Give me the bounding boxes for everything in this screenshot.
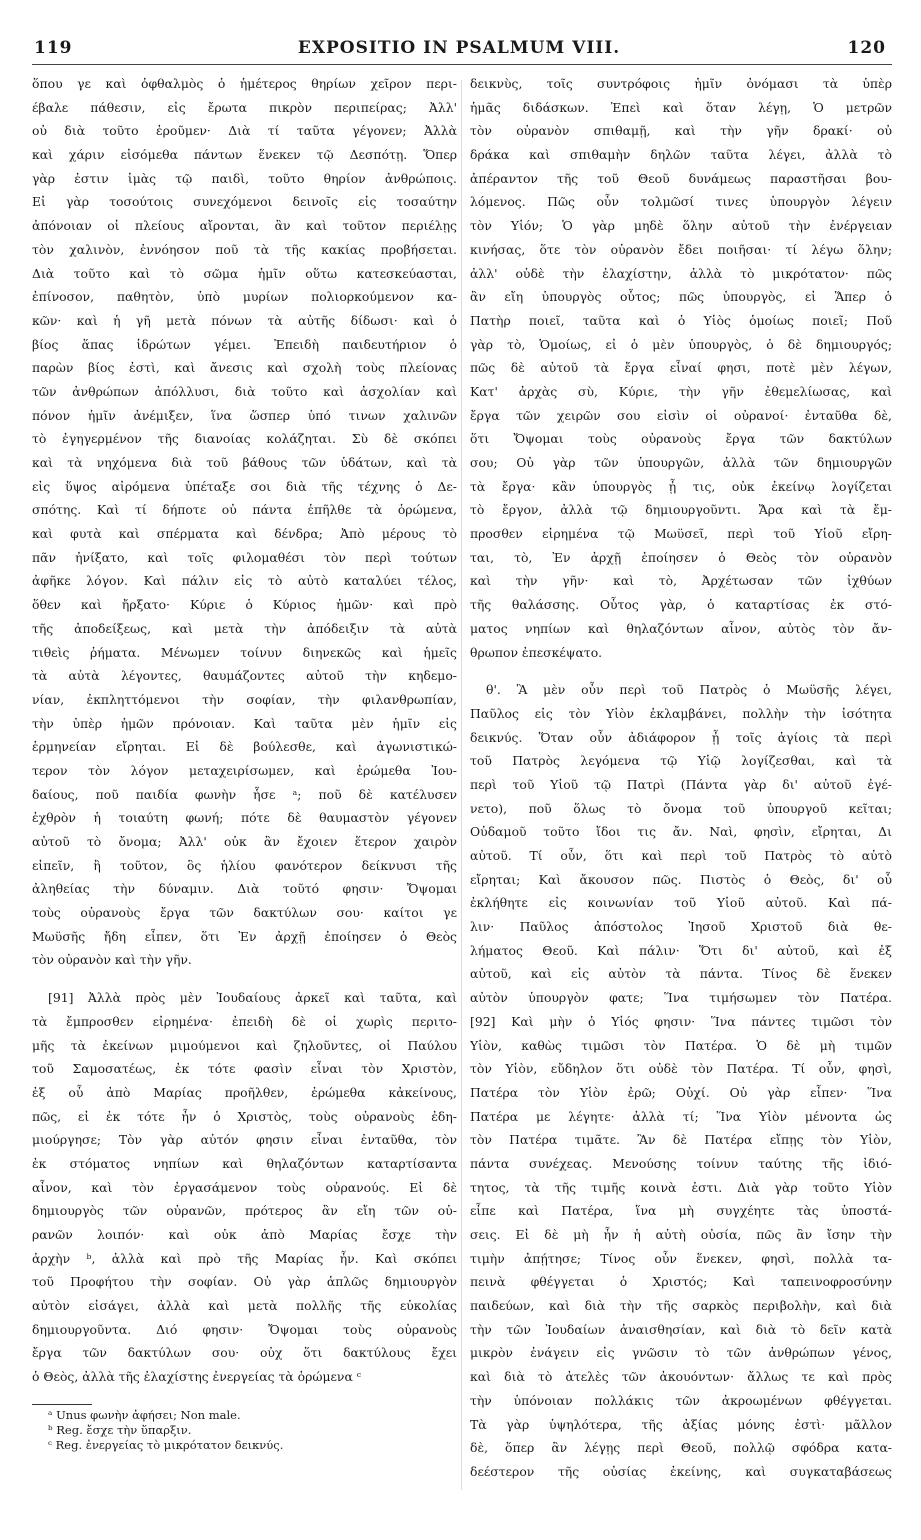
right-page-number: 120 <box>847 38 886 58</box>
text-line-right: θ'. Ἃ μὲν οὖν περὶ τοῦ Πατρὸς ὁ Μωϋσῆς λέγει, <box>486 682 892 698</box>
text-line-right: ἀλλ' οὐδὲ τὴν ἐλαχίστην, ἀλλὰ τὸ μικρότατον· πῶς <box>470 265 892 281</box>
text-line-right: Πατέρα τὸν Υἱὸν ἐρῶ; Οὐχί. Οὐ γὰρ εἶπεν· Ἵνα <box>470 1084 892 1100</box>
text-line-left: καὶ φυτὰ καὶ σπέρματα καὶ δένδρα; Ἀπὸ μέρους τὸ <box>32 526 457 542</box>
text-line-right: λόμενος. Πῶς οὖν τολμῶσί τινες ὑπουργὸν λέγειν <box>470 194 892 210</box>
text-line-left: ἑρμηνείαν εἴρηται. Εἰ δὲ βούλεσθε, καὶ ἀγωνιστικώ- <box>32 739 457 755</box>
text-line-left: βίος ἅπας ἱδρώτων γέμει. Ἐπειδὴ παιδευτήριον ὁ <box>32 336 457 352</box>
text-line-left: μιούργησε; Τὸν γὰρ αὐτόν φησιν εἶναι ἐνταῦθα, τὸν <box>32 1132 457 1148</box>
text-line-right: πεινὰ φθέγγεται ὁ Χριστός; Καὶ ταπεινοφροσύνην <box>470 1274 892 1290</box>
text-line-left: παρὼν βίος ἐστὶ, καὶ ἄνεσις καὶ σχολὴ τοὺς πλείονας <box>32 360 457 376</box>
text-line-left: καὶ τὰ νηχόμενα διὰ τοῦ βάθους τῶν ὑδάτων, καὶ τὰ <box>32 455 457 470</box>
text-line-left: τὸ ἐγηγερμένον τῆς διανοίας κολάζηται. Σὺ δὲ σκόπει <box>32 431 457 447</box>
text-line-right: νετο), ποῦ ὅλως τὸ ὄνομα τοῦ ὑπουργοῦ κεῖται; <box>470 800 892 816</box>
text-line-left: τῶν ἀνθρώπων ἀπόλλυσι, διὰ τοῦτο καὶ ἀσχολίαν καὶ <box>32 383 457 399</box>
text-line-left: Μωϋσῆς ἤδη εἶπεν, ὅτι Ἐν ἀρχῇ ἐποίησεν ὁ Θεὸς <box>32 928 457 944</box>
text-line-right: καὶ διὰ τὸ ἀτελὲς τῶν ἀκουόντων· ἄλλως τε καὶ πρὸς <box>470 1369 892 1385</box>
text-line-right: σεις. Εἰ δὲ μὴ ἦν ἡ αὐτὴ οὐσία, πῶς ἂν ἴσην τὴν <box>470 1227 892 1242</box>
footnote: ᵇ Reg. ἔσχε τὴν ὕπαρξιν. <box>48 1423 192 1437</box>
text-line-left: δημιουργὸς τῶν οὐρανῶν, πρότερος ἂν εἴη τῶν οὐ- <box>32 1203 457 1219</box>
text-line-left: τοῦ Προφήτου τὴν σοφίαν. Οὐ γὰρ ἁπλῶς δημιουργὸν <box>32 1274 457 1290</box>
text-line-right: καὶ τὴν γῆν· καὶ τὸ, Ἀρχέτωσαν τῶν ἰχθύων <box>470 573 892 589</box>
text-line-right: ὅτι Ὄψομαι τοὺς οὐρανοὺς ἔργα τῶν δακτύλων <box>470 431 892 447</box>
text-line-right: εἴρηται; Καὶ ἄκουσον πῶς. Πιστὸς ὁ Θεὸς, δι' οὗ <box>470 871 892 887</box>
text-line-right: τιμὴν ἀπῄτησε; Τίνος οὖν ἕνεκεν, φησὶ, πολλὰ τα- <box>470 1250 892 1266</box>
text-line-left: τιθεὶς ῥήματα. Μένωμεν τοίνυν διηνεκῶς καὶ ἡμεῖς <box>32 644 457 660</box>
text-line-left: καὶ χάριν εἰσόμεθα πάντων ἕνεκεν τῷ Δεσπότῃ. Ὅπερ <box>32 147 457 163</box>
text-line-left: ἀρχὴν ᵇ, ἀλλὰ καὶ πρὸ τῆς Μαρίας ἦν. Καὶ σκόπει <box>32 1250 457 1266</box>
text-line-right: κινήσας, ὅτε τὸν οὐρανὸν ἔδει ποιῆσαι· τί λέγω ὅλην; <box>470 241 892 257</box>
text-line-right: τὴν ὑπόνοιαν πολλάκις τῶν ἀκροωμένων φθέγγεται. <box>470 1392 892 1408</box>
text-line-right: Υἱὸν, καθὼς τιμῶσι τὸν Πατέρα. Ὁ δὲ μὴ τιμῶν <box>470 1037 892 1053</box>
text-line-left: πᾶν ἠνίξατο, καὶ τοῖς φιλομαθέσι τὸν περὶ τούτων <box>32 549 457 565</box>
text-line-left: ὅθεν καὶ ἤρξατο· Κύριε ὁ Κύριος ἡμῶν· καὶ πρὸ <box>32 597 457 613</box>
text-line-right: θρωπον ἐπεσκέψατο. <box>470 644 603 660</box>
text-line-right: δεέστερον τῆς οὐσίας ἐκείνης, καὶ συγκαταβάσεως <box>470 1463 892 1479</box>
text-line-right: Παῦλος εἰς τὸν Υἱὸν ἐκλαμβάνει, πολλὴν τὴν ἰσότητα <box>470 705 892 721</box>
text-line-right: αὐτὸν ὑπουργὸν φατε; Ἵνα τιμήσωμεν τὸν Πατέρα. <box>470 990 892 1006</box>
text-line-left: πόνον ἡμῖν ἀνέμιξεν, ἵνα ὥσπερ ὑπό τινων χαλινῶν <box>32 407 457 423</box>
text-line-left: ἐχθρὸν ἡ τοιαύτη φωνή; πότε δὲ θαυμαστὸν γέγονεν <box>32 810 457 826</box>
text-line-left: ἀληθείας τὴν δύναμιν. Διὰ τοῦτό φησιν· Ὄψομαι <box>32 881 457 897</box>
text-line-left: μῆς τὰ ἐκείνων μιμούμενοι καὶ ζηλοῦντες, οἱ Παύλου <box>32 1037 457 1053</box>
text-line-right: ἡμᾶς διδάσκων. Ἐπεὶ καὶ ὅταν λέγῃ, Ὁ μετρῶν <box>470 99 892 115</box>
text-line-left: πῶς, εἰ ἐκ τότε ἦν ὁ Χριστὸς, τοὺς οὐρανοὺς ἐδη- <box>32 1108 457 1124</box>
text-line-left: τῆς ἀποδείξεως, καὶ μετὰ τὴν ἀπόδειξιν τὰ αὐτὰ <box>32 620 457 636</box>
text-line-left: έβαλε πάθεσιν, εἰς ἔρωτα πικρὸν περιπείρας; Ἀλλ' <box>32 99 457 115</box>
footnote-rule <box>32 1404 92 1405</box>
text-line-left: σπότης. Καὶ τί δήποτε οὐ πάντα ἐπῆλθε τὰ ὁρώμενα, <box>32 502 457 518</box>
text-line-left: γὰρ ἐστιν ἱμὰς τῷ παιδὶ, τοῦτο θηρίον ἀνθρώποις. <box>32 170 457 186</box>
text-line-left: εἰπεῖν, ἢ τοῦτον, ὃς ἡλίου φανότερον δείκνυσι τῆς <box>32 857 457 873</box>
text-line-right: παιδεύων, καὶ διὰ τὴν τῆς σαρκὸς περιβολὴν, καὶ διὰ <box>470 1298 892 1314</box>
text-line-right: ἂν εἴη ὑπουργὸς οὗτος; πῶς ὑπουργὸς, εἰ Ἅπερ ὁ <box>470 289 892 305</box>
left-page-number: 119 <box>34 38 73 58</box>
right-column <box>470 72 892 1484</box>
text-line-right: δράκα καὶ σπιθαμὴν δηλῶν ταῦτα λέγει, ἀλλὰ τὸ <box>470 147 892 163</box>
text-line-right: σου; Οὐ γὰρ τῶν ὑπουργῶν, ἀλλὰ τῶν δημιουργῶν <box>470 455 892 470</box>
text-line-right: τὸν Πατέρα τιμᾶτε. Ἂν δὲ Πατέρα εἴπῃς τὸν Υἱὸν, <box>470 1132 892 1148</box>
text-line-left: τοὺς οὐρανοὺς ἔργα τῶν δακτύλων σου· καίτοι γε <box>32 905 457 921</box>
text-line-left: ἐκ στόματος νηπίων καὶ θηλαζόντων καταρτίσαντα <box>32 1155 457 1171</box>
text-line-right: Πατέρα με λέγητε· ἀλλὰ τί; Ἵνα Υἱὸν μένοντα ὡς <box>470 1108 892 1124</box>
text-line-left: κῶν· καὶ ἡ γῆ μετὰ πόνων τὰ αὐτῆς δίδωσι· καὶ ὁ <box>32 312 457 328</box>
text-line-left: αὐτοῦ τὸ ὄνομα; Ἀλλ' οὐκ ἂν ἔχοιεν ἕτερον χαιρὸν <box>32 834 457 849</box>
text-line-right: Κατ' ἀρχὰς σὺ, Κύριε, τὴν γῆν ἐθεμελίωσας, καὶ <box>470 383 892 399</box>
text-line-right: Τὰ γὰρ ὑψηλότερα, τῆς ἀξίας μόνης ἐστὶ· μᾶλλον <box>470 1416 892 1432</box>
text-line-left: τερον τὸν λόγον μεταχειρίσωμεν, καὶ ἐρώμεθα Ἰου- <box>32 762 457 778</box>
text-line-right: τῆς θαλάσσης. Οὗτος γὰρ, ὁ καταρτίσας ἐκ στό- <box>470 597 892 613</box>
text-line-left: ὁ Θεὸς, ἀλλὰ τῆς ἐλαχίστης ἐνεργείας τὰ ὁρώμενα ᶜ <box>32 1369 362 1385</box>
text-line-right: τητος, τὰ τῆς τιμῆς κοινὰ ἐστι. Διὰ γὰρ τοῦτο Υἱὸν <box>470 1179 892 1195</box>
text-line-right: δεικνύς. Ὅταν οὖν ἀδιάφορον ᾖ τοῖς ἁγίοις τὰ περὶ <box>470 729 892 745</box>
text-line-right: [92] Καὶ μὴν ὁ Υἱός φησιν· Ἵνα πάντες τιμῶσι τὸν <box>470 1013 892 1029</box>
text-line-left: ἐξ οὗ ἀπὸ Μαρίας προῆλθεν, ἐρώμεθα κἀκείνους, <box>32 1084 457 1100</box>
text-line-left: εἰς ὕψος αἰρόμενα ὑπέταξε σοι διὰ τῆς τέχνης ὁ Δε- <box>32 478 457 494</box>
footnotes <box>48 1408 448 1453</box>
text-line-left: τὴν ὑπὲρ ἡμῶν πρόνοιαν. Καὶ ταῦτα μὲν ἡμῖν εἰς <box>32 715 457 731</box>
running-header <box>26 38 892 60</box>
text-line-right: λήματος Θεοῦ. Καὶ πάλιν· Ὅτι δι' αὐτοῦ, καὶ ἐξ <box>470 942 892 958</box>
text-line-left: αὐτὸν εἰσάγει, ἀλλὰ καὶ μετὰ πολλῆς τῆς εὐκολίας <box>32 1298 457 1314</box>
text-line-right: τὴν τῶν Ἰουδαίων ἀναισθησίαν, καὶ διὰ τὸ δεῖν κατὰ <box>470 1321 892 1337</box>
text-line-right: πάντα συνέχεας. Μενούσης τοίνυν ταύτης τῆς ἰδιό- <box>470 1155 892 1171</box>
text-line-right: Οὐδαμοῦ τοῦτο ἴδοι τις ἄν. Ναὶ, φησὶν, εἴρηται, Δι <box>470 824 892 840</box>
text-line-left: οὐ διὰ τοῦτο ἐροῦμεν· Διὰ τί ταῦτα γέγονεν; Ἀλλὰ <box>32 123 457 139</box>
footnote: ᶜ Reg. ἐνεργείας τὸ μικρότατον δεικνύς. <box>48 1438 284 1452</box>
text-line-left: ἀφῆκε λόγον. Καὶ πάλιν εἰς τὸ αὐτὸ καταλύει τέλος, <box>32 573 457 589</box>
text-line-right: δὲ, ὅπερ ἂν λέγῃς περὶ Θεοῦ, πολλῷ σφόδρα κατα- <box>470 1440 892 1456</box>
text-line-left: ρανῶν λοιπόν· καὶ οὐκ ἀπὸ Μαρίας ἔσχε τὴν <box>32 1227 457 1242</box>
column-divider <box>461 80 462 1490</box>
text-line-right: τὸν οὐρανὸν σπιθαμῇ, καὶ τὴν γῆν δρακί· οὐ <box>470 123 892 139</box>
text-line-left: δημιουργοῦντα. Διό φησιν· Ὄψομαι τοὺς οὐρανοὺς <box>32 1321 457 1337</box>
text-line-right: τὰ ἔργα· κἂν ὑπουργὸς ᾖ τις, οὐκ ἐκείνῳ λογίζεται <box>470 478 892 494</box>
text-line-right: τὸν Υἱόν; Ὁ γὰρ μηδὲ ὅλην αὐτοῦ τὴν ἐνέργειαν <box>470 218 892 234</box>
text-line-right: δεικνὺς, τοῖς συντρόφοις ἡμῖν ὀνόμασι τὰ ὑπὲρ <box>470 76 892 91</box>
text-line-left: αἶνον, καὶ τὸν ἐργασάμενον τοὺς οὐρανούς. Εἰ δὲ <box>32 1179 457 1195</box>
text-line-left: νίαν, ἐκπληττόμενοι τὴν σοφίαν, τὴν φιλανθρωπίαν, <box>32 691 457 707</box>
text-line-left: ἀπόνοιαν οἱ πλείους αἴρονται, ἂν καὶ τοῦτον περιέλῃς <box>32 218 457 234</box>
text-line-right: ματος νηπίων καὶ θηλαζόντων αἶνον, αὐτὸς τὸν ἄν- <box>470 620 892 636</box>
text-line-right: περὶ τοῦ Υἱοῦ τῷ Πατρὶ (Πάντα γὰρ δι' αὐτοῦ ἐγέ- <box>470 776 892 792</box>
text-line-left: Εἰ γὰρ τοσούτοις συνεχόμενοι δεινοῖς εἰς τοσαύτην <box>32 194 457 210</box>
text-line-right: ἔργα τῶν χειρῶν σου εἰσὶν οἱ οὐρανοί· ἐνταῦθα δὲ, <box>470 407 892 423</box>
text-line-right: μικρὸν ἐνάγειν εἰς γνῶσιν τὸ τῶν ἀνθρώπων γένος, <box>470 1345 892 1361</box>
text-line-right: τὸν Υἱὸν, εὔδηλον ὅτι οὐδὲ τὸν Πατέρα. Τί οὖν, φησὶ, <box>470 1061 892 1077</box>
text-line-right: πῶς δὲ αὐτοῦ τὰ ἔργα εἶναί φησι, ποτὲ μὲν λέγων, <box>470 360 892 376</box>
text-line-left: [91] Ἀλλὰ πρὸς μὲν Ἰουδαίους ἀρκεῖ καὶ ταῦτα, καὶ <box>48 990 457 1006</box>
page-title: EXPOSITIO IN PSALMUM VIII. <box>297 38 621 58</box>
footnote: ᵃ Unus φωνὴν ἀφήσει; Non male. <box>48 1408 241 1422</box>
text-line-right: λιν· Παῦλος ἀπόστολος Ἰησοῦ Χριστοῦ διὰ θε- <box>470 919 892 935</box>
left-column <box>32 72 457 1389</box>
text-line-left: ὅπου γε καὶ ὀφθαλμὸς ὁ ἡμέτερος θηρίων χεῖρον περι- <box>32 76 457 91</box>
text-line-left: τὰ ἔμπροσθεν εἰρημένα· ἐπειδὴ δὲ οἱ χωρὶς περιτο- <box>32 1013 457 1029</box>
text-line-right: ἀπέραντον τῆς τοῦ Θεοῦ δυνάμεως παραστῆσαι βου- <box>470 170 892 186</box>
text-line-left: ἔργα τῶν δακτύλων σου· οὐχ ὅτι δακτύλους ἔχει <box>32 1345 457 1361</box>
text-line-right: ἐκλήθητε εἰς κοινωνίαν τοῦ Υἱοῦ αὐτοῦ. Καὶ πά- <box>470 895 892 911</box>
text-line-right: γὰρ τὸ, Ὁμοίως, εἰ ὁ μὲν ὑπουργὸς, ὁ δὲ δημιουργός; <box>470 336 892 352</box>
text-line-left: δαίους, ποῦ παιδία φωνὴν ἧσε ᵃ; ποῦ δὲ κατέλυσεν <box>32 786 457 802</box>
text-line-right: εἶπε καὶ Πατέρα, ἵνα μὴ συγχέητε τὰς ὑποστά- <box>470 1203 892 1219</box>
text-line-right: τὸ ἔργον, ἀλλὰ τῷ δημιουργοῦντι. Ἄρα καὶ τὰ ἔμ- <box>470 502 892 518</box>
text-line-left: τὸν οὐρανὸν καὶ τὴν γῆν. <box>32 952 192 968</box>
text-line-left: Διὰ τοῦτο καὶ τὸ σῶμα ἡμῖν οὕτω κατεσκεύασται, <box>32 265 457 281</box>
text-line-right: τοῦ Πατρὸς λεγόμενα τῷ Υἱῷ λογίζεσθαι, καὶ τὰ <box>470 753 892 769</box>
text-line-right: Πατὴρ ποιεῖ, ταῦτα καὶ ὁ Υἱὸς ὁμοίως ποιεῖ; Ποῦ <box>470 312 892 328</box>
text-line-left: τοῦ Σαμοσατέως, ἐκ τότε φασὶν εἶναι τὸν Χριστὸν, <box>32 1061 457 1077</box>
text-line-left: τὰ αὐτὰ λέγοντες, θαυμάζοντες αὐτοῦ τὴν κηδεμο- <box>32 668 457 684</box>
text-line-right: αὐτοῦ. Τί οὖν, ὅτι καὶ περὶ τοῦ Πατρὸς τὸ αὐτὸ <box>470 848 892 863</box>
text-line-right: αὐτοῦ, καὶ εἰς αὐτὸν τὰ πάντα. Τίνος δὲ ἕνεκεν <box>470 966 892 982</box>
header-rule <box>32 64 892 65</box>
text-line-right: προσθεν εἰρημένα τῷ Μωϋσεῖ, περὶ τοῦ Υἱοῦ εἴρη- <box>470 526 892 542</box>
text-line-left: ἐπίνοσον, παθητὸν, ὑπὸ μυρίων πολιορκούμενον κα- <box>32 289 457 305</box>
text-line-right: ται, τὸ, Ἐν ἀρχῇ ἐποίησεν ὁ Θεὸς τὸν οὐρανὸν <box>470 549 892 565</box>
text-line-left: τὸν χαλινὸν, ἐννόησον ποῦ τὰ τῆς κακίας προβήσεται. <box>32 241 457 257</box>
